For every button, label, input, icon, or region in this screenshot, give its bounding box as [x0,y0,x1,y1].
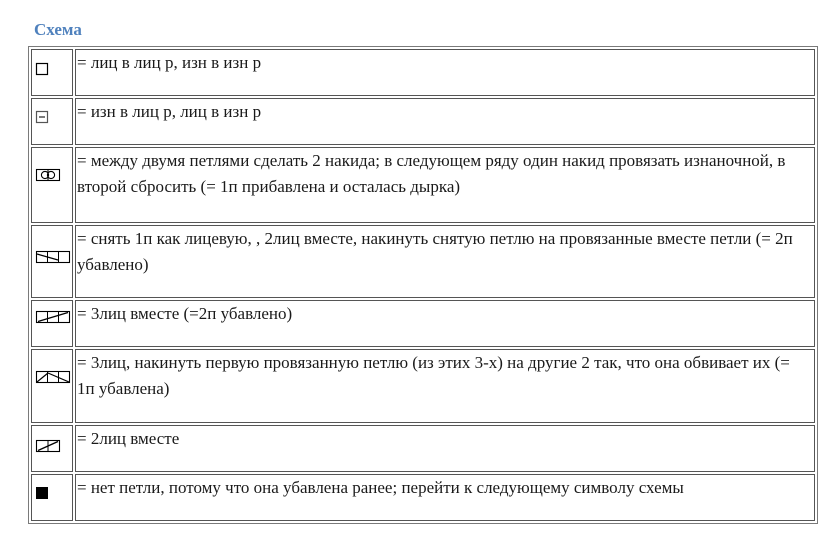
table-row [31,147,815,223]
table-row [31,300,815,347]
knit2tog-icon [35,439,61,453]
page-title: Схема [34,20,82,39]
table-row [31,474,815,521]
description-cell: = 2лиц вместе [75,425,815,472]
dash-square-icon [35,110,49,124]
symbol-cell [31,147,73,223]
description-cell: = между двумя петлями сделать 2 накида; в следующем ряду один накид провязать изнаночной, в второй сбросить (= 1п прибавлена и осталась дырка) [75,147,815,223]
description-cell: = лиц в лиц р, изн в изн р [75,49,815,96]
table-row [31,49,815,96]
description-cell: = нет петли, потому что она убавлена ранее; перейти к следующему символу схемы [75,474,815,521]
symbol-cell [31,225,73,298]
description-cell: = 3лиц, накинуть первую провязанную петлю (из этих 3-х) на другие 2 так, что она обвивает их (= 1п убавлена) [75,349,815,423]
empty-square-icon [35,62,49,76]
description-cell: = снять 1п как лицевую, , 2лиц вместе, накинуть снятую петлю на провязанные вместе петли (= 2п убавлено) [75,225,815,298]
symbol-cell [31,49,73,96]
symbol-cell [31,98,73,145]
legend-table [28,46,818,524]
knit3-pass-over-icon [35,370,71,384]
symbol-cell [31,300,73,347]
table-row [31,98,815,145]
slip-knit2tog-pass-over-icon [35,250,71,264]
knit3tog-icon [35,310,71,324]
symbol-cell [31,349,73,423]
description-cell: = 3лиц вместе (=2п убавлено) [75,300,815,347]
double-yarn-over-icon [35,168,61,182]
table-row [31,225,815,298]
symbol-cell [31,425,73,472]
description-cell: = изн в лиц р, лиц в изн р [75,98,815,145]
symbol-cell [31,474,73,521]
table-row [31,349,815,423]
no-stitch-icon [35,486,49,500]
table-row [31,425,815,472]
